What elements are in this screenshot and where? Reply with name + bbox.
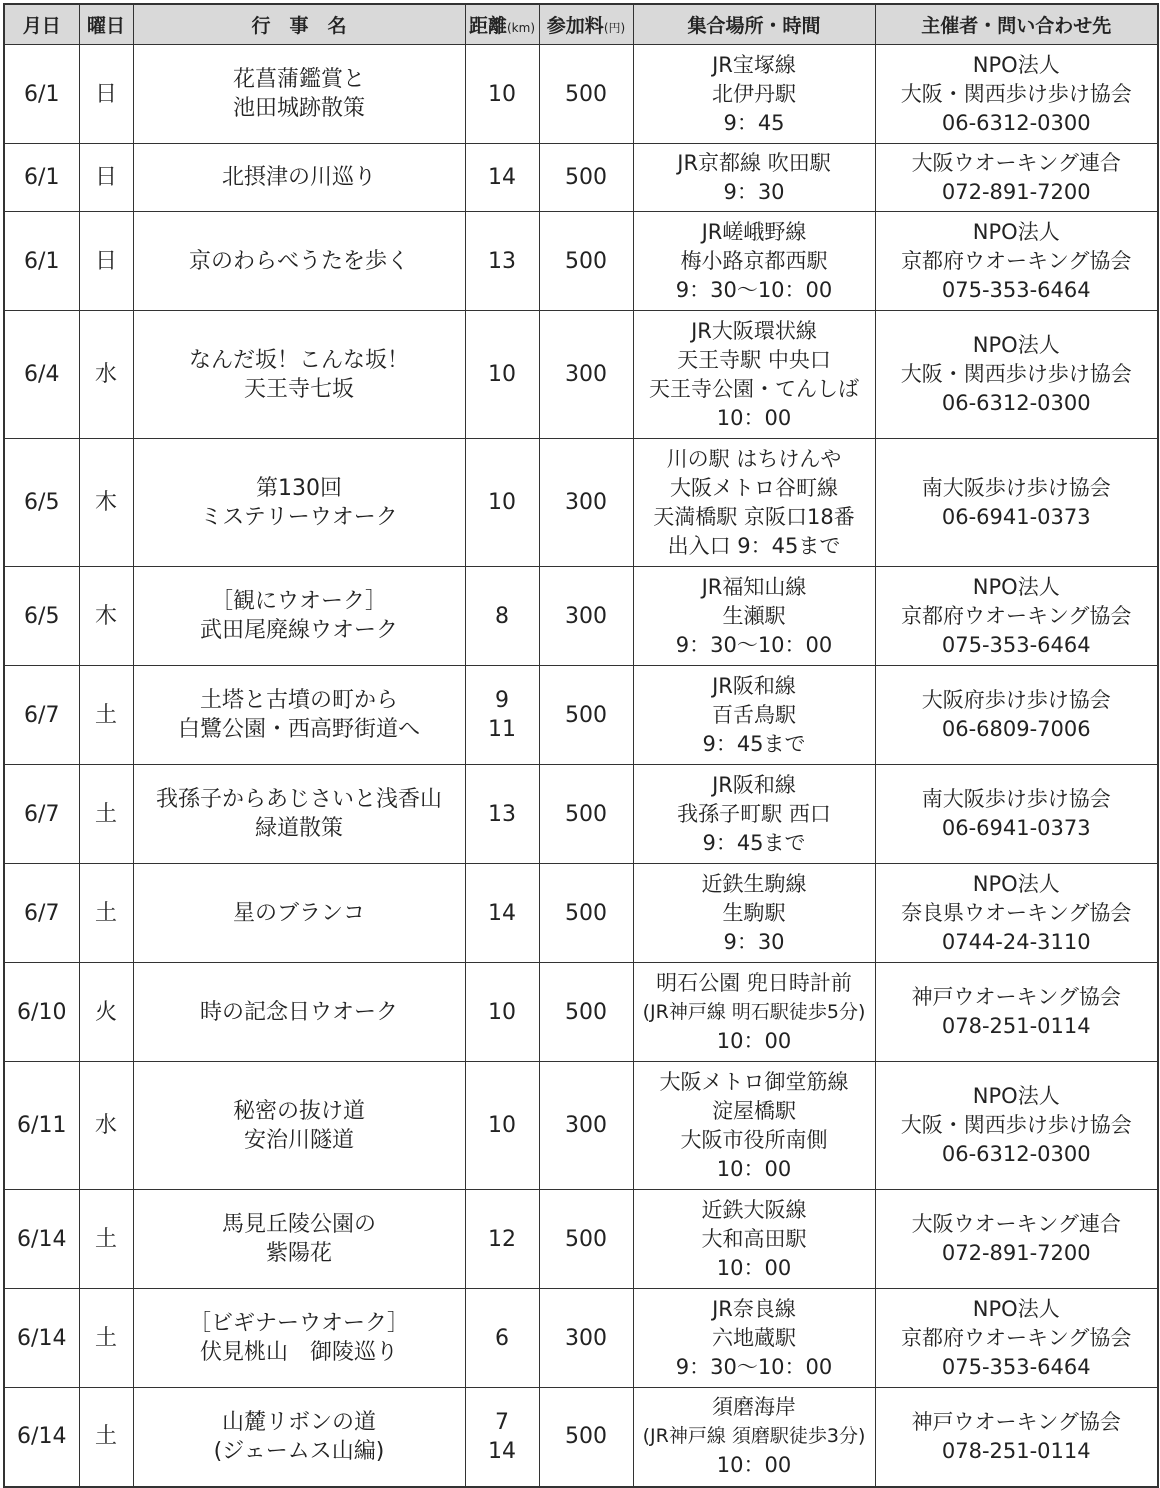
- cell-event-line: 白鷺公園・西高野街道へ: [177, 717, 420, 742]
- cell-organizer-line: NPO法人: [972, 871, 1060, 896]
- cell-date: 6/7: [4, 864, 79, 963]
- cell-event-line: 武田尾廃線ウオーク: [199, 618, 398, 643]
- cell-meeting-line: 9：30: [723, 179, 785, 204]
- cell-meeting-line: 9：45: [723, 110, 785, 135]
- cell-organizer: [875, 963, 1158, 1062]
- cell-organizer-line: 大阪ウオーキング連合: [911, 150, 1121, 175]
- cell-meeting-line: (JR神戸線 明石駅徒歩5分): [642, 1000, 866, 1023]
- cell-distance: [465, 45, 539, 144]
- cell-meeting: [633, 864, 875, 963]
- cell-meeting-line: 9：45まで: [702, 830, 806, 855]
- cell-meeting-line: 大阪市役所南側: [680, 1127, 828, 1152]
- cell-event: [133, 1190, 465, 1289]
- cell-organizer-line: 南大阪歩け歩け協会: [921, 787, 1111, 811]
- cell-organizer-line: 0744-24-3110: [941, 929, 1091, 954]
- table-row: [4, 864, 1158, 963]
- cell-distance-line: 13: [488, 248, 516, 274]
- cell-organizer-line: 大阪・関西歩け歩け協会: [900, 1113, 1132, 1137]
- table-row: [4, 666, 1158, 765]
- cell-meeting-line: 生駒駅: [722, 900, 786, 925]
- cell-meeting: [633, 144, 875, 212]
- cell-organizer-line: 078-251-0114: [941, 1014, 1091, 1038]
- cell-meeting-line: 10：00: [716, 1453, 792, 1478]
- cell-distance-line: 10: [488, 490, 516, 515]
- cell-event: [133, 144, 465, 212]
- cell-event-line: ［ビギナーウオーク］: [188, 1311, 409, 1336]
- cell-organizer-line: 京都府ウオーキング協会: [901, 603, 1132, 628]
- cell-organizer-line: NPO法人: [972, 574, 1060, 599]
- cell-distance: [465, 1190, 539, 1289]
- cell-distance-line: 14: [488, 900, 516, 926]
- cell-event: [133, 963, 465, 1062]
- cell-meeting-line: (JR神戸線 須磨駅徒歩3分): [642, 1425, 866, 1448]
- cell-meeting-line: 近鉄生駒線: [701, 871, 807, 896]
- cell-date: 6/4: [4, 311, 79, 439]
- cell-event-line: 時の記念日ウオーク: [199, 999, 398, 1025]
- cell-organizer-line: 大阪・関西歩け歩け協会: [900, 81, 1132, 106]
- cell-meeting: [633, 765, 875, 864]
- cell-organizer-line: 南大阪歩け歩け協会: [921, 475, 1111, 500]
- cell-meeting-line: 梅小路京都西駅: [680, 248, 828, 273]
- table-row: [4, 45, 1158, 144]
- cell-fee: 500: [539, 45, 633, 144]
- header-fee: [539, 4, 633, 45]
- cell-fee: 300: [539, 311, 633, 439]
- table-row: [4, 311, 1158, 439]
- event-schedule-table: [3, 3, 1159, 1488]
- header-distance: [465, 4, 539, 45]
- cell-meeting-line: 大阪メトロ谷町線: [670, 475, 838, 500]
- table-row: [4, 1289, 1158, 1388]
- cell-meeting-line: 10：00: [716, 405, 792, 430]
- cell-weekday: 土: [79, 765, 133, 864]
- cell-event: [133, 439, 465, 567]
- cell-meeting-line: 近鉄大阪線: [701, 1197, 807, 1222]
- cell-event-line: 天王寺七坂: [243, 376, 354, 402]
- cell-date: 6/1: [4, 212, 79, 311]
- cell-weekday: 土: [79, 864, 133, 963]
- cell-meeting: [633, 666, 875, 765]
- cell-meeting-line: 9：30〜10：00: [675, 632, 833, 657]
- cell-date: 6/14: [4, 1388, 79, 1487]
- cell-event: [133, 311, 465, 439]
- cell-event: [133, 864, 465, 963]
- cell-event-line: ミステリーウオーク: [200, 504, 398, 530]
- cell-date: 6/14: [4, 1190, 79, 1289]
- cell-event: [133, 765, 465, 864]
- cell-meeting: [633, 311, 875, 439]
- cell-meeting-line: JR京都線 吹田駅: [677, 150, 831, 175]
- cell-event-line: 馬見丘陵公園の: [221, 1212, 376, 1237]
- cell-date: 6/1: [4, 45, 79, 144]
- cell-meeting-line: 川の駅 はちけんや: [666, 446, 842, 471]
- cell-meeting-line: JR阪和線: [712, 673, 796, 698]
- cell-distance: [465, 212, 539, 311]
- header-date: 月日: [4, 4, 79, 45]
- cell-organizer-line: 06-6941-0373: [941, 816, 1091, 840]
- cell-meeting-line: 北伊丹駅: [712, 81, 796, 106]
- cell-weekday: 日: [79, 212, 133, 311]
- cell-distance: [465, 311, 539, 439]
- cell-distance-line: 14: [488, 165, 516, 190]
- cell-organizer-line: 075-353-6464: [941, 632, 1091, 657]
- table-row: [4, 1388, 1158, 1487]
- cell-event-line: 池田城跡散策: [232, 96, 365, 121]
- header-distance-label: 距離: [468, 15, 507, 37]
- cell-meeting-line: 大阪メトロ御堂筋線: [659, 1069, 849, 1094]
- cell-event-line: 北摂津の川巡り: [221, 165, 376, 190]
- cell-fee: 500: [539, 144, 633, 212]
- header-weekday: 曜日: [79, 4, 133, 45]
- cell-organizer-line: 072-891-7200: [941, 1241, 1091, 1265]
- cell-distance-line: 10: [488, 81, 516, 107]
- cell-event: [133, 212, 465, 311]
- cell-event: [133, 45, 465, 144]
- cell-event-line: (ジェームス山編): [213, 1438, 385, 1464]
- table-row: [4, 567, 1158, 666]
- cell-meeting-line: JR福知山線: [701, 574, 807, 599]
- cell-distance: [465, 439, 539, 567]
- cell-event-line: 伏見桃山 御陵巡り: [199, 1340, 398, 1365]
- cell-meeting-line: 9：30: [723, 929, 785, 954]
- cell-distance: [465, 765, 539, 864]
- cell-organizer: [875, 311, 1158, 439]
- cell-event-line: 花菖蒲鑑賞と: [232, 67, 365, 92]
- cell-distance: [465, 864, 539, 963]
- cell-fee: 300: [539, 1289, 633, 1388]
- cell-distance: [465, 666, 539, 765]
- cell-meeting-line: 10：00: [716, 1156, 792, 1181]
- cell-organizer-line: 075-353-6464: [941, 1354, 1091, 1379]
- cell-meeting: [633, 1190, 875, 1289]
- table-row: [4, 765, 1158, 864]
- cell-event-line: ［観にウオーク］: [210, 589, 387, 614]
- cell-weekday: 木: [79, 439, 133, 567]
- cell-date: 6/7: [4, 765, 79, 864]
- cell-meeting: [633, 1062, 875, 1190]
- cell-fee: 300: [539, 1062, 633, 1190]
- cell-organizer: [875, 864, 1158, 963]
- cell-meeting-line: 9：30〜10：00: [675, 277, 833, 302]
- cell-event-line: 山麓リボンの道: [221, 1409, 376, 1435]
- cell-event-line: 第130回: [256, 475, 342, 501]
- cell-meeting-line: 須磨海岸: [712, 1395, 796, 1420]
- cell-fee: 500: [539, 212, 633, 311]
- cell-weekday: 水: [79, 1062, 133, 1190]
- cell-event-line: 紫陽花: [265, 1241, 332, 1266]
- cell-meeting-line: 六地蔵駅: [712, 1325, 796, 1350]
- cell-date: 6/1: [4, 144, 79, 212]
- cell-distance-line: 10: [488, 1113, 516, 1138]
- cell-meeting-line: 9：45まで: [702, 731, 806, 756]
- table-row: [4, 212, 1158, 311]
- cell-distance-line: 11: [488, 717, 516, 742]
- cell-distance-line: 14: [488, 1438, 516, 1464]
- cell-meeting-line: 天王寺駅 中央口: [677, 347, 831, 372]
- cell-weekday: 日: [79, 45, 133, 144]
- cell-date: 6/5: [4, 567, 79, 666]
- cell-event-line: 緑道散策: [254, 816, 343, 841]
- cell-meeting: [633, 1388, 875, 1487]
- header-distance-unit: (km): [507, 21, 536, 35]
- cell-organizer-line: 神戸ウオーキング協会: [911, 985, 1121, 1009]
- cell-meeting-line: 10：00: [716, 1255, 792, 1280]
- cell-meeting: [633, 439, 875, 567]
- cell-event-line: 京のわらべうたを歩く: [188, 248, 409, 274]
- cell-organizer: [875, 212, 1158, 311]
- cell-meeting-line: 明石公園 兜日時計前: [656, 970, 852, 995]
- cell-organizer-line: NPO法人: [972, 1296, 1060, 1321]
- cell-weekday: 土: [79, 666, 133, 765]
- cell-meeting: [633, 1289, 875, 1388]
- cell-event-line: なんだ坂！こんな坂！: [188, 347, 409, 373]
- cell-organizer-line: 大阪府歩け歩け協会: [921, 688, 1111, 712]
- cell-date: 6/11: [4, 1062, 79, 1190]
- header-organizer: 主催者・問い合わせ先: [875, 4, 1158, 45]
- header-event: 行 事 名: [133, 4, 465, 45]
- cell-distance-line: 6: [495, 1325, 509, 1351]
- cell-meeting-line: JR嵯峨野線: [701, 219, 807, 244]
- cell-weekday: 土: [79, 1289, 133, 1388]
- cell-organizer: [875, 1062, 1158, 1190]
- cell-organizer-line: NPO法人: [972, 52, 1060, 77]
- cell-organizer-line: 06-6312-0300: [941, 391, 1091, 415]
- cell-distance-line: 13: [488, 801, 516, 827]
- header-fee-unit: (円): [603, 21, 626, 35]
- header-meeting: 集合場所・時間: [633, 4, 875, 45]
- cell-date: 6/14: [4, 1289, 79, 1388]
- cell-weekday: 火: [79, 963, 133, 1062]
- cell-organizer-line: 奈良県ウオーキング協会: [901, 900, 1132, 925]
- cell-fee: 300: [539, 567, 633, 666]
- cell-meeting-line: 大和高田駅: [701, 1226, 807, 1251]
- cell-fee: 300: [539, 439, 633, 567]
- cell-event: [133, 567, 465, 666]
- table-row: [4, 144, 1158, 212]
- cell-fee: 500: [539, 666, 633, 765]
- cell-organizer-line: 06-6312-0300: [941, 1142, 1091, 1166]
- cell-organizer-line: NPO法人: [972, 1084, 1060, 1108]
- cell-meeting-line: 天満橋駅 京阪口18番: [653, 504, 855, 529]
- cell-organizer-line: 京都府ウオーキング協会: [901, 248, 1132, 273]
- cell-organizer-line: 078-251-0114: [941, 1438, 1091, 1463]
- table-row: [4, 1062, 1158, 1190]
- cell-event: [133, 1289, 465, 1388]
- cell-meeting: [633, 45, 875, 144]
- cell-organizer: [875, 567, 1158, 666]
- cell-event: [133, 1388, 465, 1487]
- cell-meeting: [633, 963, 875, 1062]
- cell-fee: 500: [539, 864, 633, 963]
- cell-organizer-line: 神戸ウオーキング協会: [911, 1409, 1121, 1434]
- cell-organizer-line: 大阪ウオーキング連合: [911, 1212, 1121, 1236]
- cell-distance-line: 9: [495, 688, 509, 713]
- cell-event-line: 秘密の抜け道: [232, 1098, 365, 1124]
- cell-meeting-line: JR大阪環状線: [691, 318, 817, 343]
- cell-weekday: 木: [79, 567, 133, 666]
- cell-organizer-line: 06-6809-7006: [941, 717, 1091, 741]
- cell-distance: [465, 1062, 539, 1190]
- cell-meeting: [633, 567, 875, 666]
- cell-meeting-line: JR奈良線: [712, 1296, 796, 1321]
- cell-meeting-line: 生瀬駅: [722, 603, 786, 628]
- cell-organizer-line: 06-6312-0300: [941, 110, 1091, 135]
- cell-weekday: 日: [79, 144, 133, 212]
- cell-event-line: 土塔と古墳の町から: [199, 688, 398, 713]
- table-row: [4, 439, 1158, 567]
- cell-fee: 500: [539, 963, 633, 1062]
- cell-fee: 500: [539, 1190, 633, 1289]
- cell-meeting-line: 天王寺公園・てんしば: [649, 376, 859, 401]
- cell-organizer: [875, 1190, 1158, 1289]
- cell-distance-line: 12: [488, 1226, 516, 1252]
- cell-meeting-line: 我孫子町駅 西口: [677, 801, 831, 826]
- cell-organizer-line: NPO法人: [972, 219, 1060, 244]
- cell-organizer: [875, 1388, 1158, 1487]
- cell-distance-line: 8: [495, 603, 509, 629]
- cell-organizer-line: 072-891-7200: [941, 179, 1091, 204]
- cell-event: [133, 666, 465, 765]
- cell-weekday: 土: [79, 1190, 133, 1289]
- cell-meeting-line: 10：00: [716, 1028, 792, 1053]
- table-body: [4, 45, 1158, 1487]
- cell-event-line: 我孫子からあじさいと浅香山: [155, 787, 442, 812]
- cell-distance-line: 10: [488, 362, 516, 387]
- cell-distance-line: 7: [495, 1409, 509, 1435]
- cell-meeting-line: JR阪和線: [712, 772, 796, 797]
- cell-distance: [465, 144, 539, 212]
- cell-organizer-line: 06-6941-0373: [941, 504, 1091, 529]
- cell-date: 6/10: [4, 963, 79, 1062]
- table-row: [4, 1190, 1158, 1289]
- cell-distance: [465, 963, 539, 1062]
- cell-event-line: 星のブランコ: [232, 900, 365, 926]
- cell-meeting-line: 淀屋橋駅: [712, 1098, 796, 1123]
- cell-weekday: 水: [79, 311, 133, 439]
- cell-weekday: 土: [79, 1388, 133, 1487]
- cell-organizer: [875, 144, 1158, 212]
- cell-meeting-line: 百舌鳥駅: [712, 702, 796, 727]
- cell-meeting: [633, 212, 875, 311]
- table-row: [4, 963, 1158, 1062]
- cell-date: 6/5: [4, 439, 79, 567]
- cell-distance: [465, 1289, 539, 1388]
- cell-distance: [465, 567, 539, 666]
- header-row: [4, 4, 1158, 45]
- cell-organizer: [875, 45, 1158, 144]
- cell-organizer-line: 大阪・関西歩け歩け協会: [900, 362, 1132, 386]
- cell-meeting-line: 9：30〜10：00: [675, 1354, 833, 1379]
- cell-distance-line: 10: [488, 999, 516, 1025]
- cell-organizer: [875, 666, 1158, 765]
- cell-organizer-line: 京都府ウオーキング協会: [901, 1325, 1132, 1350]
- cell-date: 6/7: [4, 666, 79, 765]
- cell-fee: 500: [539, 1388, 633, 1487]
- cell-organizer: [875, 439, 1158, 567]
- cell-organizer: [875, 765, 1158, 864]
- cell-organizer-line: NPO法人: [972, 333, 1060, 357]
- cell-distance: [465, 1388, 539, 1487]
- cell-organizer-line: 075-353-6464: [941, 277, 1091, 302]
- cell-event: [133, 1062, 465, 1190]
- cell-meeting-line: JR宝塚線: [712, 52, 796, 77]
- cell-organizer: [875, 1289, 1158, 1388]
- cell-meeting-line: 出入口 9：45まで: [667, 533, 841, 558]
- cell-event-line: 安治川隧道: [243, 1127, 354, 1153]
- cell-fee: 500: [539, 765, 633, 864]
- header-fee-label: 参加料: [546, 15, 604, 37]
